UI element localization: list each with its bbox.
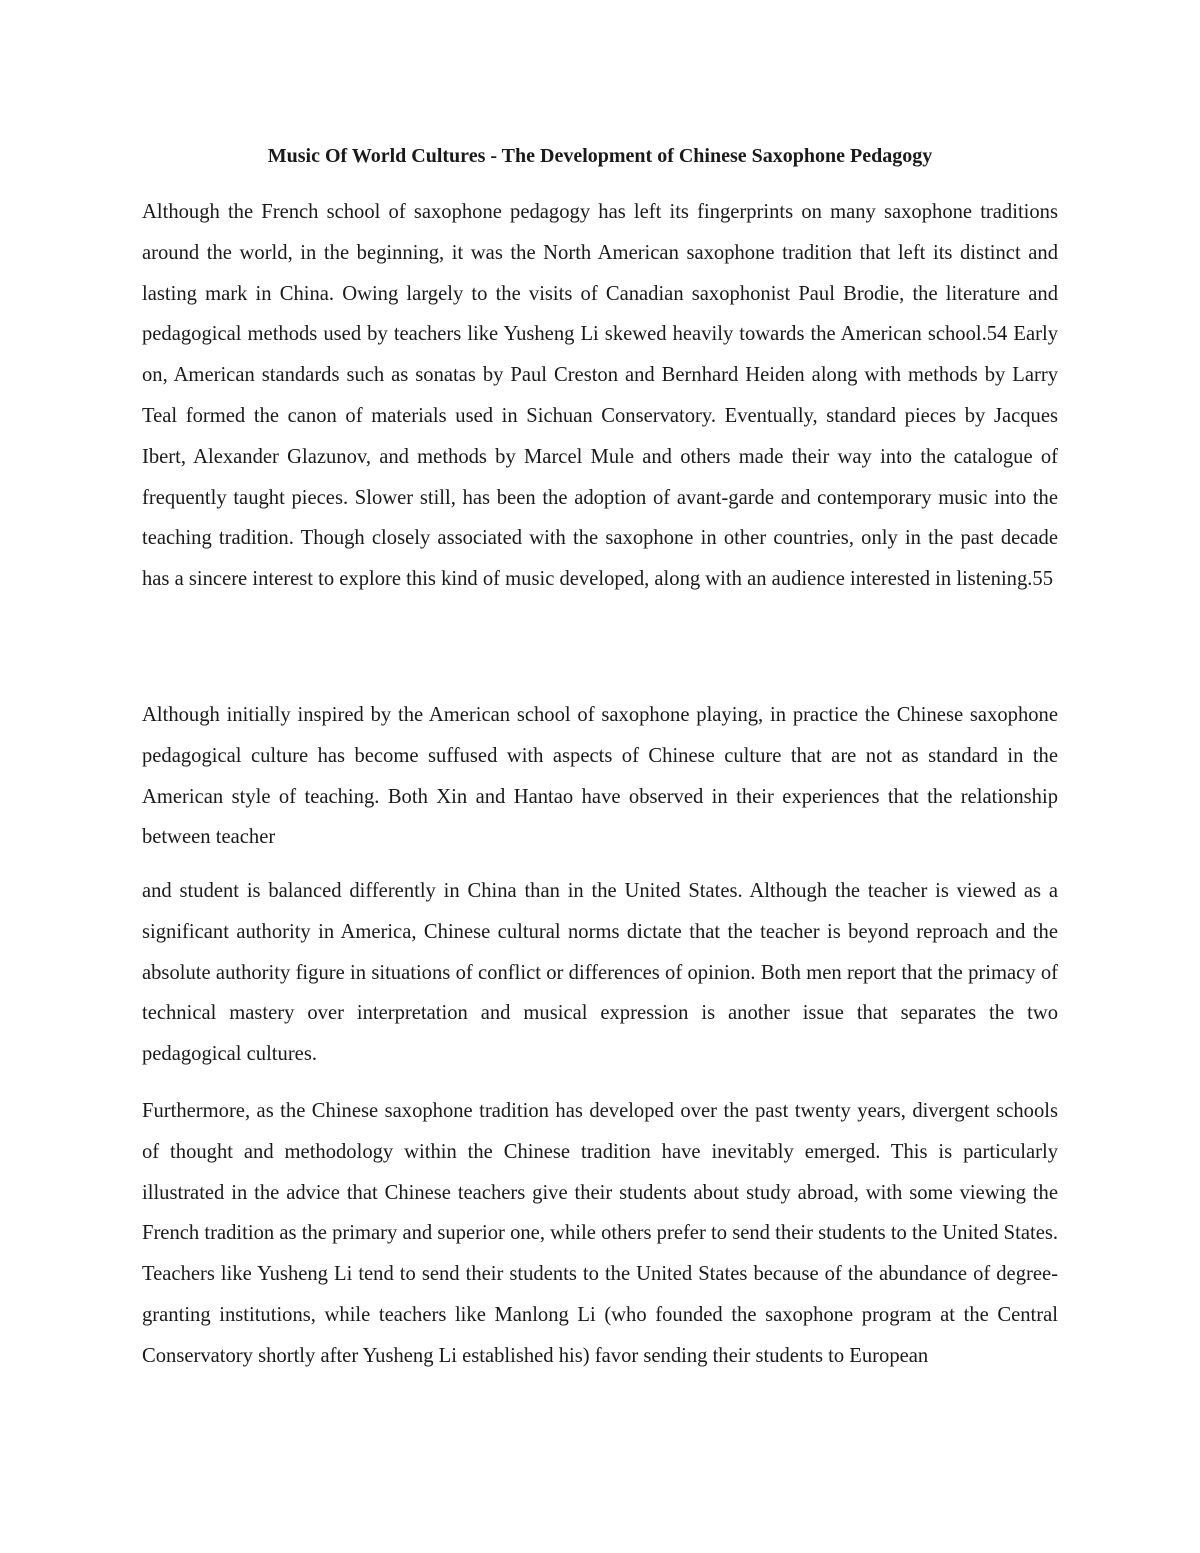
paragraph-4: Furthermore, as the Chinese saxophone tradition has developed over the past twenty years, divergent schools of thought and methodology within the Chinese tradition have inevitably emerged. This is particularly illustrated in the advice that Chinese teachers give their students about study abroad, with some viewing the French tradition as the primary and superior one, while others prefer to send their students to the United States. Teachers like Yusheng Li tend to send their students to the United States because of the abundance of degree-granting institutions, while teachers like Manlong Li (who founded the saxophone program at the Central Conservatory shortly after Yusheng Li established his) favor sending their students to European [142, 1100, 1058, 1367]
document-title: Music Of World Cultures - The Development of Chinese Saxophone Pedagogy [267, 145, 933, 167]
paragraph-1: Although the French school of saxophone pedagogy has left its fingerprints on many saxophone traditions around the world, in the beginning, it was the North American saxophone tradition that left its distinct and lasting mark in China. Owing largely to the visits of Canadian saxophonist Paul Brodie, the literature and pedagogical methods used by teachers like Yusheng Li skewed heavily towards the American school.54 Early on, American standards such as sonatas by Paul Creston and Bernhard Heiden along with methods by Larry Teal formed the canon of materials used in Sichuan Conservatory. Eventually, standard pieces by Jacques Ibert, Alexander Glazunov, and methods by Marcel Mule and others made their way into the catalogue of frequently taught pieces. Slower still, has been the adoption of avant-garde and contemporary music into the teaching tradition. Though closely associated with the saxophone in other countries, only in the past decade has a sincere interest to explore this kind of music developed, along with an audience interested in listening.55 [142, 201, 1058, 591]
paragraph-2: Although initially inspired by the American school of saxophone playing, in practice the Chinese saxophone pedagogical culture has become suffused with aspects of Chinese culture that are not as standard in the American style of teaching. Both Xin and Hantao have observed in their experiences that the relationship between teacher [142, 704, 1058, 849]
paragraph-3: and student is balanced differently in China than in the United States. Although the teacher is viewed as a significant authority in America, Chinese cultural norms dictate that the teacher is beyond reproach and the absolute authority figure in situations of conflict or differences of opinion. Both men report that the primacy of technical mastery over interpretation and musical expression is another issue that separates the two pedagogical cultures. [142, 880, 1058, 1066]
